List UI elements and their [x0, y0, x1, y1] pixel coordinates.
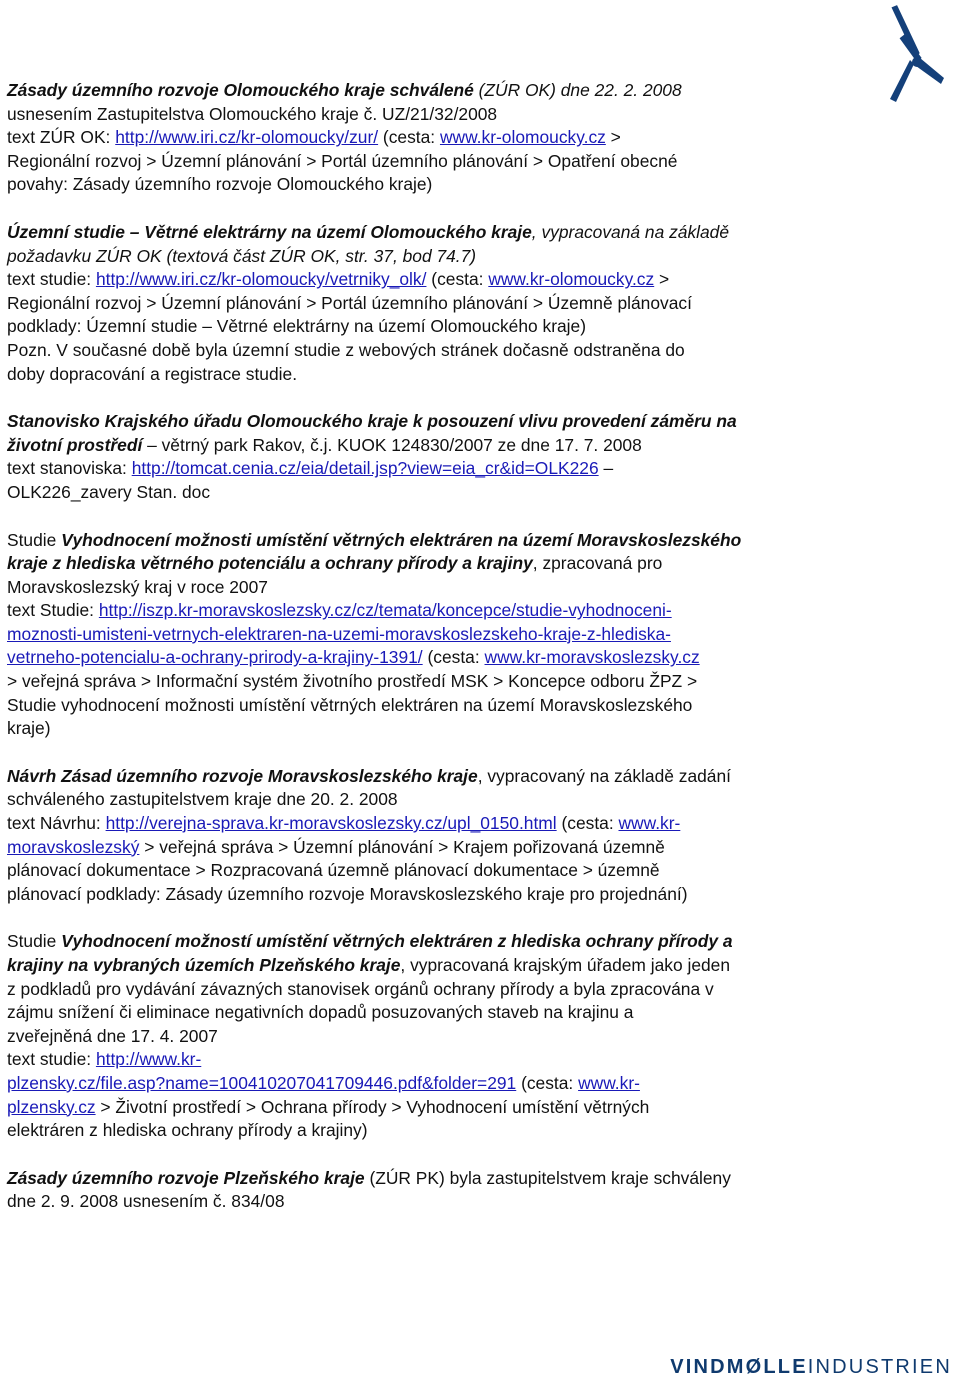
text-segment: > veřejná správa > Informační systém životního prostředí MSK > Koncepce odboru ŽPZ > [7, 671, 698, 692]
hyperlink[interactable]: www.kr- [578, 1072, 640, 1093]
document-section [7, 221, 817, 386]
text-segment: zájmu snížení či eliminace negativních dopadů posuzovaných staveb na krajinu a [7, 1002, 634, 1023]
document-section [7, 1167, 817, 1214]
hyperlink[interactable]: moznosti-umisteni-vetrnych-elektraren-na-uzemi-moravskoslezskeho-kraje-z-hlediska- [7, 623, 671, 644]
text-segment: elektráren z hlediska ochrany přírody a krajiny) [7, 1120, 368, 1141]
text-segment: (cesta: [516, 1072, 579, 1093]
text-line [7, 103, 817, 127]
text-line [7, 978, 817, 1002]
text-segment: Studie vyhodnocení možnosti umístění větrných elektráren na území Moravskoslezského [7, 694, 693, 715]
hyperlink[interactable]: moravskoslezský [7, 836, 140, 857]
hyperlink[interactable]: http://www.kr- [95, 1049, 202, 1070]
text-line [7, 765, 817, 789]
hyperlink[interactable]: http://www.iri.cz/kr-olomoucky/zur/ [115, 127, 379, 148]
text-line [7, 788, 817, 812]
hyperlink[interactable]: http://verejna-sprava.kr-moravskoslezsky.cz/upl_0150.html [105, 813, 557, 834]
text-segment: povahy: Zásady územního rozvoje Olomouckého kraje) [7, 174, 433, 195]
emphasized-title: Vyhodnocení možností umístění větrných elektráren z hlediska ochrany přírody a [61, 931, 733, 952]
text-line [7, 1119, 817, 1143]
hyperlink[interactable]: www.kr-moravskoslezsky.cz [484, 647, 700, 668]
text-segment: Moravskoslezský kraj v roce 2007 [7, 576, 268, 597]
text-line [7, 717, 817, 741]
text-line [7, 836, 817, 860]
emphasized-title: životní prostředí [7, 434, 143, 455]
hyperlink[interactable]: http://tomcat.cenia.cz/eia/detail.jsp?view=eia_cr&id=OLK226 [131, 458, 599, 479]
text-line [7, 457, 817, 481]
text-segment: – [598, 458, 614, 479]
text-segment: Pozn. V současné době byla územní studie z webových stránek dočasně odstraněna do [7, 339, 685, 360]
text-segment: (ZÚR OK) dne 22. 2. 2008 [473, 80, 682, 100]
text-segment: usnesením Zastupitelstva Olomouckého kraje č. UZ/21/32/2008 [7, 103, 498, 124]
text-segment: Regionální rozvoj > Územní plánování > Portál územního plánování > Opatření obecné [7, 150, 678, 171]
text-segment: text studie: [7, 269, 96, 290]
text-line [7, 150, 817, 174]
hyperlink[interactable]: www.kr-olomoucky.cz [488, 269, 655, 290]
emphasized-title: Územní studie – Větrné elektrárny na území Olomouckého kraje [7, 221, 532, 242]
text-segment: požadavku ZÚR OK (textová část ZÚR OK, str. 37, bod 74.7) [7, 245, 477, 266]
text-line [7, 410, 817, 434]
text-segment: (cesta: [426, 269, 489, 290]
text-segment: (ZÚR PK) byla zastupitelstvem kraje schváleny [364, 1167, 731, 1188]
text-segment: zveřejněná dne 17. 4. 2007 [7, 1025, 218, 1046]
text-line [7, 529, 817, 553]
text-segment: > [605, 127, 621, 148]
text-line [7, 1167, 817, 1191]
text-line [7, 930, 817, 954]
text-line [7, 954, 817, 978]
text-segment: , vypracovaná krajským úřadem jako jeden [400, 955, 731, 975]
hyperlink[interactable]: www.kr-olomoucky.cz [439, 127, 606, 148]
text-segment: Studie [7, 931, 62, 952]
text-segment: text stanoviska: [7, 458, 132, 479]
text-line [7, 646, 817, 670]
emphasized-title: krajiny na vybraných územích Plzeňského kraje [7, 955, 401, 975]
text-segment: Studie [7, 529, 62, 550]
text-line [7, 434, 817, 458]
emphasized-title: Stanovisko Krajského úřadu Olomouckého kraje k posouzení vlivu provedení záměru na [7, 411, 737, 432]
text-segment: OLK226_zavery Stan. doc [7, 481, 211, 502]
text-line [7, 221, 817, 245]
text-segment: (cesta: [378, 127, 440, 148]
text-segment: z podkladů pro vydávání závazných stanovisek orgánů ochrany přírody a byla zpracována v [7, 978, 714, 999]
text-segment: dne 2. 9. 2008 usnesením č. 834/08 [7, 1191, 285, 1212]
document-section [7, 765, 817, 907]
text-line [7, 1096, 817, 1120]
text-line [7, 292, 817, 316]
emphasized-title: Návrh Zásad územního rozvoje Moravskoslezského kraje [7, 765, 478, 786]
text-segment: schváleného zastupitelstvem kraje dne 20. 2. 2008 [7, 789, 398, 810]
text-line [7, 1048, 817, 1072]
hyperlink[interactable]: vetrneho-potencialu-a-ochrany-prirody-a-krajiny-1391/ [7, 647, 423, 668]
document-section [7, 79, 817, 197]
text-segment: > veřejná správa > Územní plánování > Krajem pořizovaná územně [139, 836, 665, 857]
hyperlink[interactable]: http://www.iri.cz/kr-olomoucky/vetrniky_olk/ [95, 269, 427, 290]
text-line [7, 268, 817, 292]
text-segment: , zpracovaná pro [532, 553, 663, 574]
text-line [7, 1190, 817, 1214]
text-segment: (cesta: [422, 647, 485, 668]
text-line [7, 1072, 817, 1096]
text-line [7, 315, 817, 339]
text-segment: plánovací dokumentace > Rozpracovaná územně plánovací dokumentace > územně [7, 860, 660, 881]
text-segment: text studie: [7, 1049, 96, 1070]
text-segment: text Návrhu: [7, 813, 106, 834]
text-segment: > Životní prostředí > Ochrana přírody > Vyhodnocení umístění větrných [95, 1096, 650, 1117]
text-line [7, 883, 817, 907]
text-segment: text ZÚR OK: [7, 127, 116, 148]
text-line [7, 245, 817, 269]
text-line [7, 363, 817, 387]
hyperlink[interactable]: plzensky.cz/file.asp?name=100410207041709446.pdf&folder=291 [7, 1072, 517, 1093]
footer-brand-part2: INDUSTRIEN [807, 1356, 952, 1378]
hyperlink[interactable]: www.kr- [618, 813, 681, 834]
document-section [7, 410, 817, 504]
hyperlink[interactable]: http://iszp.kr-moravskoslezsky.cz/cz/temata/koncepce/studie-vyhodnoceni- [98, 600, 672, 621]
vindmolleindustrien-logo [886, 0, 946, 110]
text-line [7, 576, 817, 600]
text-segment: plánovací podklady: Zásady územního rozvoje Moravskoslezského kraje pro projednání) [7, 883, 688, 904]
text-line [7, 694, 817, 718]
document-section [7, 529, 817, 741]
text-line [7, 173, 817, 197]
text-line [7, 812, 817, 836]
text-line [7, 1001, 817, 1025]
text-line [7, 339, 817, 363]
text-segment: podklady: Územní studie – Větrné elektrárny na území Olomouckého kraje) [7, 316, 587, 337]
text-line [7, 623, 817, 647]
text-line [7, 79, 817, 103]
text-segment: kraje) [7, 718, 51, 739]
hyperlink[interactable]: plzensky.cz [7, 1096, 96, 1117]
emphasized-title: Zásady územního rozvoje Olomouckého kraje schválené [7, 80, 474, 100]
text-line [7, 126, 817, 150]
text-segment: (cesta: [556, 813, 619, 834]
text-line [7, 1025, 817, 1049]
text-line [7, 552, 817, 576]
text-segment: – větrný park Rakov, č.j. KUOK 124830/2007 ze dne 17. 7. 2008 [142, 434, 642, 455]
text-line [7, 481, 817, 505]
footer-brand [670, 1356, 952, 1379]
text-line [7, 670, 817, 694]
emphasized-title: Zásady územního rozvoje Plzeňského kraje [7, 1167, 365, 1188]
text-segment: , vypracovaný na základě zadání [477, 765, 731, 786]
text-line [7, 859, 817, 883]
emphasized-title: Vyhodnocení možnosti umístění větrných elektráren na území Moravskoslezského [61, 529, 742, 550]
emphasized-title: kraje z hlediska větrného potenciálu a ochrany přírody a krajiny [7, 553, 533, 574]
text-line [7, 599, 817, 623]
footer-brand-part1: VINDMØLLE [670, 1356, 808, 1378]
text-segment: Regionální rozvoj > Územní plánování > Portál územního plánování > Územně plánovací [7, 292, 692, 313]
text-segment: > [654, 269, 670, 290]
text-segment: doby dopracování a registrace studie. [7, 363, 298, 384]
document-body [7, 79, 817, 1238]
text-segment: , vypracovaná na základě [531, 221, 730, 242]
text-segment: text Studie: [7, 600, 99, 621]
document-section [7, 930, 817, 1142]
